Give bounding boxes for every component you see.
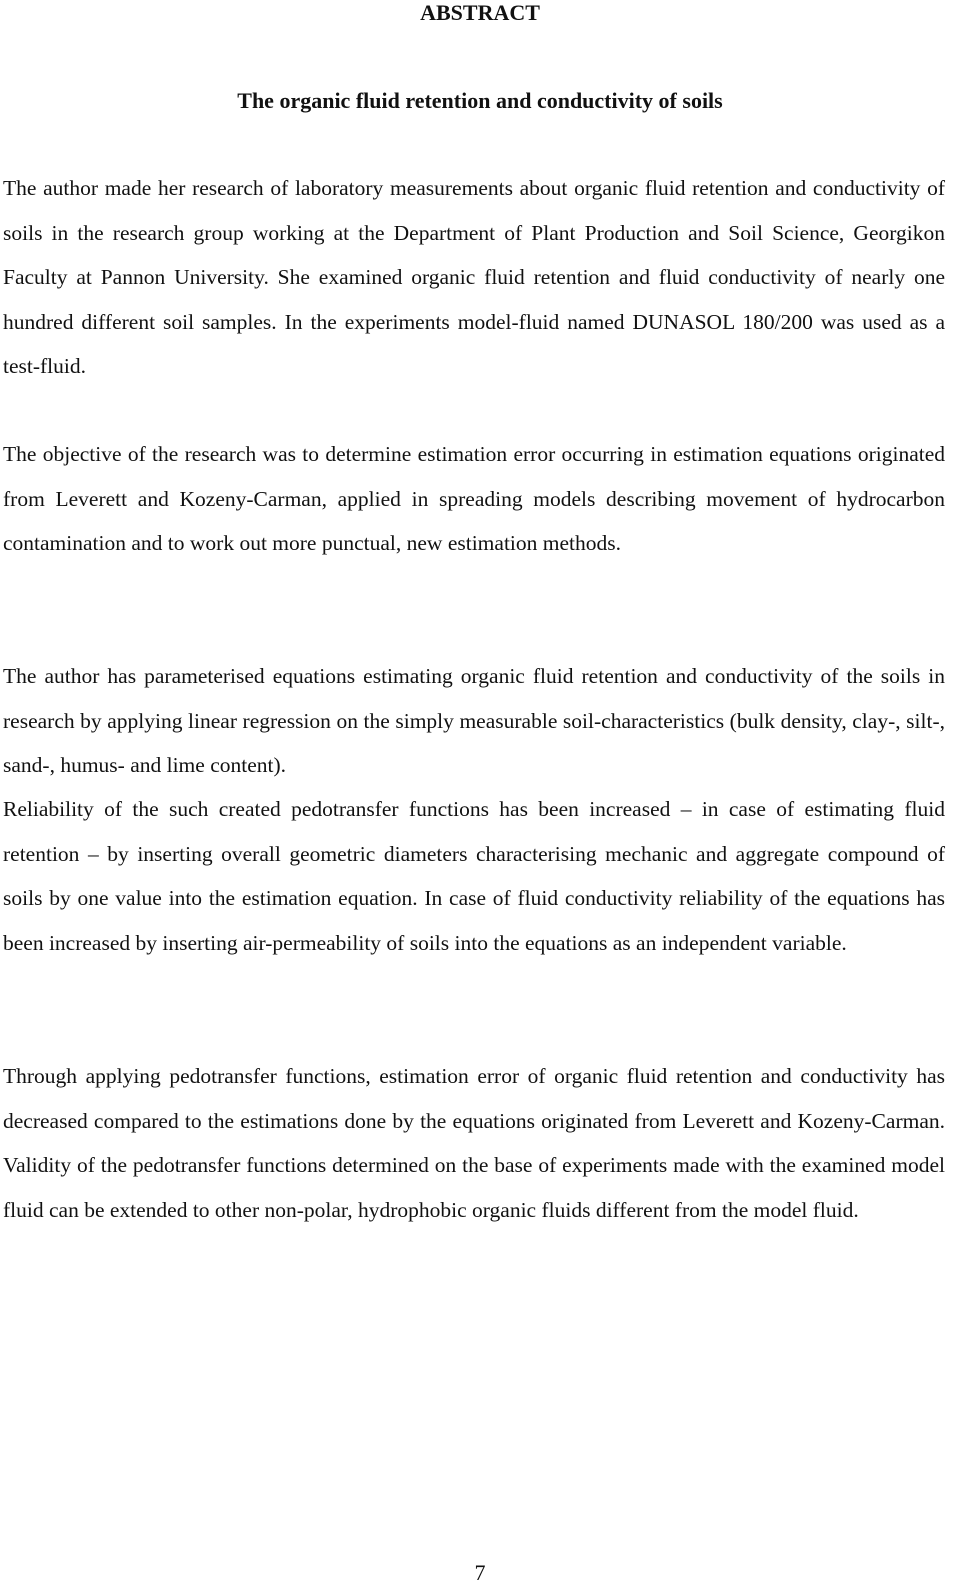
section-heading: ABSTRACT (420, 0, 540, 25)
page-number: 7 (474, 1560, 486, 1585)
abstract-paragraph-4: Reliability of the such created pedotransfer functions has been increased – in case of estimating fluid retention – by inserting overall geometric diameters characterising mechanic and aggregate compound of soils by one value into the estimation equation. In case of fluid conductivity reliability of the equations has been increased by inserting air-permeability of soils into the equations as an independent variable. (3, 797, 945, 955)
abstract-paragraph-5: Through applying pedotransfer functions, estimation error of organic fluid retention and conductivity has decreased compared to the estimations done by the equations originated from Leverett and Kozeny-Carman. Validity of the pedotransfer functions determined on the base of experiments made with the examined model fluid can be extended to other non-polar, hydrophobic organic fluids different from the model fluid. (3, 1064, 945, 1222)
abstract-paragraph-2: The objective of the research was to determine estimation error occurring in estimation equations originated from Leverett and Kozeny-Carman, applied in spreading models describing movement of hydrocarbon contamination and to work out more punctual, new estimation methods. (3, 442, 945, 555)
abstract-paragraph-1: The author made her research of laboratory measurements about organic fluid retention and conductivity of soils in the research group working at the Department of Plant Production and Soil Science, Georgikon Faculty at Pannon University. She examined organic fluid retention and fluid conductivity of nearly one hundred different soil samples. In the experiments model-fluid named DUNASOL 180/200 was used as a test-fluid. (3, 176, 945, 378)
document-title: The organic fluid retention and conductivity of soils (237, 88, 723, 113)
abstract-paragraph-3: The author has parameterised equations estimating organic fluid retention and conductivity of the soils in research by applying linear regression on the simply measurable soil-characteristics (bulk density, clay-, silt-, sand-, humus- and lime content). (3, 664, 945, 777)
